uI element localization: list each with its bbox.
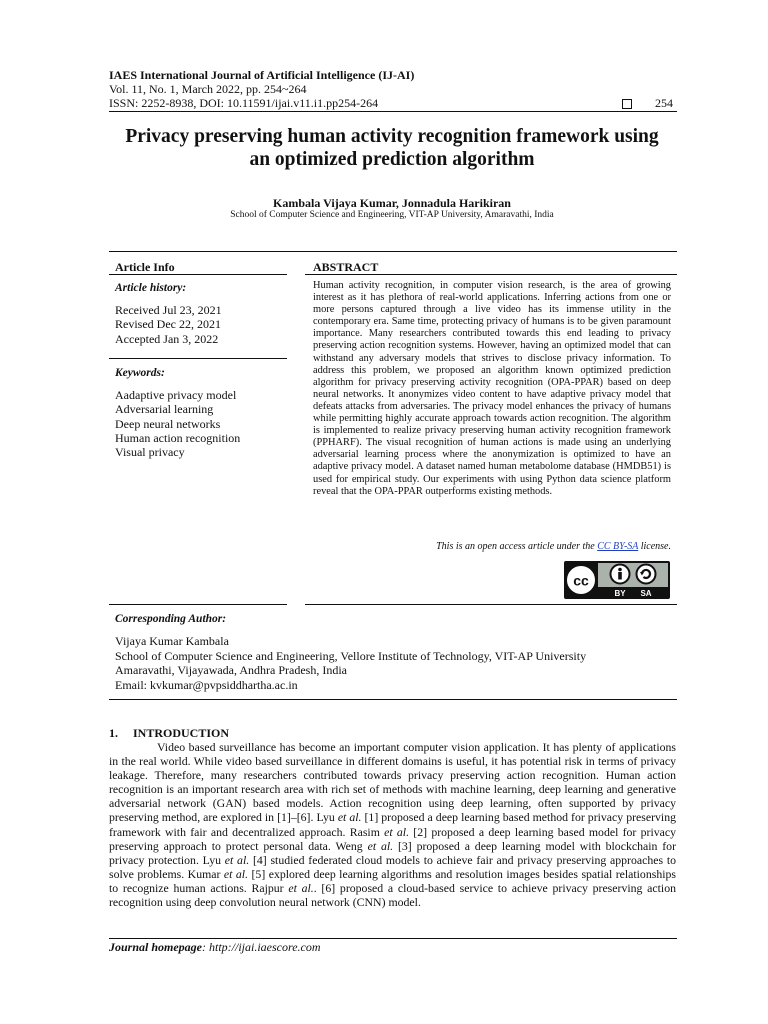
corresponding-bottom-rule (109, 699, 677, 700)
history-divider (109, 358, 287, 359)
page-number: 254 (655, 96, 673, 110)
corresponding-email: Email: kvkumar@pvpsiddhartha.ac.in (115, 677, 298, 692)
revised-date: Revised Dec 22, 2021 (115, 317, 221, 332)
volume-info: Vol. 11, No. 1, March 2022, pp. 254~264 (109, 82, 307, 96)
keyword-item: Adversarial learning (115, 402, 214, 417)
intro-citation-etal: et al. (367, 838, 394, 853)
introduction-paragraph (109, 740, 676, 909)
license-suffix: license. (638, 541, 671, 552)
badge-sa-label: SA (640, 589, 652, 598)
intro-citation-etal: et al. (224, 852, 250, 867)
keywords-heading: Keywords: (115, 367, 165, 379)
abstract-heading: ABSTRACT (313, 260, 379, 274)
corresponding-heading: Corresponding Author: (115, 613, 227, 625)
intro-citation-etal: et al. (337, 810, 362, 825)
keyword-item: Aadaptive privacy model (115, 388, 237, 402)
info-bottom-rule (109, 604, 287, 605)
history-heading: Article history: (115, 282, 187, 294)
intro-text-segment: Video based surveillance has become an important computer vision application. It has plenty of applications in the real world. While video based surveillance in different domains is useful, it has potential risk in terms of privacy leakage. Therefore, many researchers contributed towards privacy preserving action recognition. Human action recognition is an important research area with rich set of methods with machine learning, deep learning and generative adversarial network (GAN) based models. Action recognition using deep learning, often supported by privacy preserving method, are explored in [1]–[6]. Lyu (109, 740, 676, 825)
paper-title (100, 125, 684, 171)
abstract-text: Human activity recognition, in computer vision research, is the area of growing interest as it has plethora of real-world applications. Inferring actions from one or more persons captured through a live video has its immense utility in the contemporary era. Same time, protecting privacy of humans is to be given paramount importance. Many researchers contributed towards this end leading to privacy preserving action recognition systems. However, having an optimized model that can withstand any adversary models that strives to disclose privacy information. To address this problem, we proposed an algorithm known optimized prediction algorithm for privacy preserving activity recognition (OPA-PPAR) based on deep neural networks. It anonymizes video content to have adaptive privacy model that defeats attacks from adversaries. The privacy model enhances the privacy of humans while permitting highly accurate approach towards action recognition. The algorithm is implemented to realize privacy preserving human activity recognition framework (PPHARF). The visual recognition of human actions is made using an underlying adversarial learning process where the anonymization is optimized to have an adaptive privacy model. A dataset named human metabolome database (HMDB51) is used for empirical study. Our experiments with using Python data science platform reveal that the OPA-PPAR outperforms existing methods. (313, 280, 671, 497)
corresponding-details (115, 634, 586, 692)
authors: Kambala Vijaya Kumar, Jonnadula Harikiran (273, 196, 511, 210)
keyword-item: Human action recognition (115, 430, 241, 445)
square-bullet-icon (622, 99, 632, 109)
cc-badge-graphic (564, 561, 670, 599)
intro-text-segment: [2] proposed a deep learning based model for privacy preserving approach to protect personal data. Weng (109, 824, 676, 853)
journal-name: IAES International Journal of Artificial Intelligence (IJ-AI) (109, 68, 415, 82)
cc-by-sa-link[interactable]: CC BY-SA (597, 541, 639, 552)
keywords-list (115, 388, 240, 459)
header-rule (109, 111, 677, 112)
affiliation: School of Computer Science and Engineering, VIT-AP University, Amaravathi, India (230, 210, 554, 220)
corresponding-affil-2: Amaravathi, Vijayawada, Andhra Pradesh, India (115, 663, 347, 677)
accepted-date: Accepted Jan 3, 2022 (115, 331, 219, 346)
intro-text-segment: [4] studied federated cloud models to achieve fair and privacy preserving approaches to solve problems. Kumar (109, 852, 676, 881)
svg-text:cc: cc (573, 572, 589, 589)
intro-citation-etal: et al. (223, 866, 249, 881)
abstract-bottom-rule (305, 604, 677, 605)
license-prefix: This is an open access article under the (436, 541, 598, 552)
article-history (115, 303, 222, 346)
intro-citation-etal: et al. (288, 880, 314, 895)
article-info-heading: Article Info (115, 260, 175, 274)
received-date: Received Jul 23, 2021 (115, 303, 222, 317)
cc-by-sa-badge-icon[interactable] (564, 561, 670, 599)
journal-homepage (109, 940, 321, 955)
keyword-item: Deep neural networks (115, 416, 221, 431)
keyword-item: Visual privacy (115, 445, 185, 460)
intro-text-segment: [1] proposed a deep learning based method for privacy preserving framework with fair and decentralized approach. Rasim (109, 810, 676, 839)
issn-doi: ISSN: 2252-8938, DOI: 10.11591/ijai.v11.i1.pp254-264 (109, 96, 379, 110)
intro-citation-etal: et al. (384, 824, 410, 839)
journal-homepage-label: Journal homepage (109, 940, 203, 954)
license-note (313, 541, 671, 552)
badge-by-label: BY (614, 589, 626, 598)
corresponding-name: Vijaya Kumar Kambala (115, 634, 229, 648)
journal-homepage-url[interactable]: : http://ijai.iaescore.com (202, 940, 321, 954)
intro-text-segment: . [6] proposed a cloud-based service to achieve privacy preserving action recognition using deep convolution neural network (CNN) model. (109, 880, 676, 910)
section-heading-introduction: 1. INTRODUCTION (109, 726, 230, 740)
info-top-rule (109, 251, 677, 252)
title-line-2: an optimized prediction algorithm (249, 149, 535, 170)
intro-text-segment: [5] explored deep learning algorithms and resolution images besides spatial relationships to recognize human actions. Rajpur (109, 866, 676, 895)
intro-text-segment: [3] proposed a deep learning model with blockchain for privacy protection. Lyu (109, 838, 677, 867)
corresponding-affil-1: School of Computer Science and Engineering, Vellore Institute of Technology, VIT-AP University (115, 648, 587, 663)
title-line-1: Privacy preserving human activity recognition framework using (125, 126, 659, 147)
